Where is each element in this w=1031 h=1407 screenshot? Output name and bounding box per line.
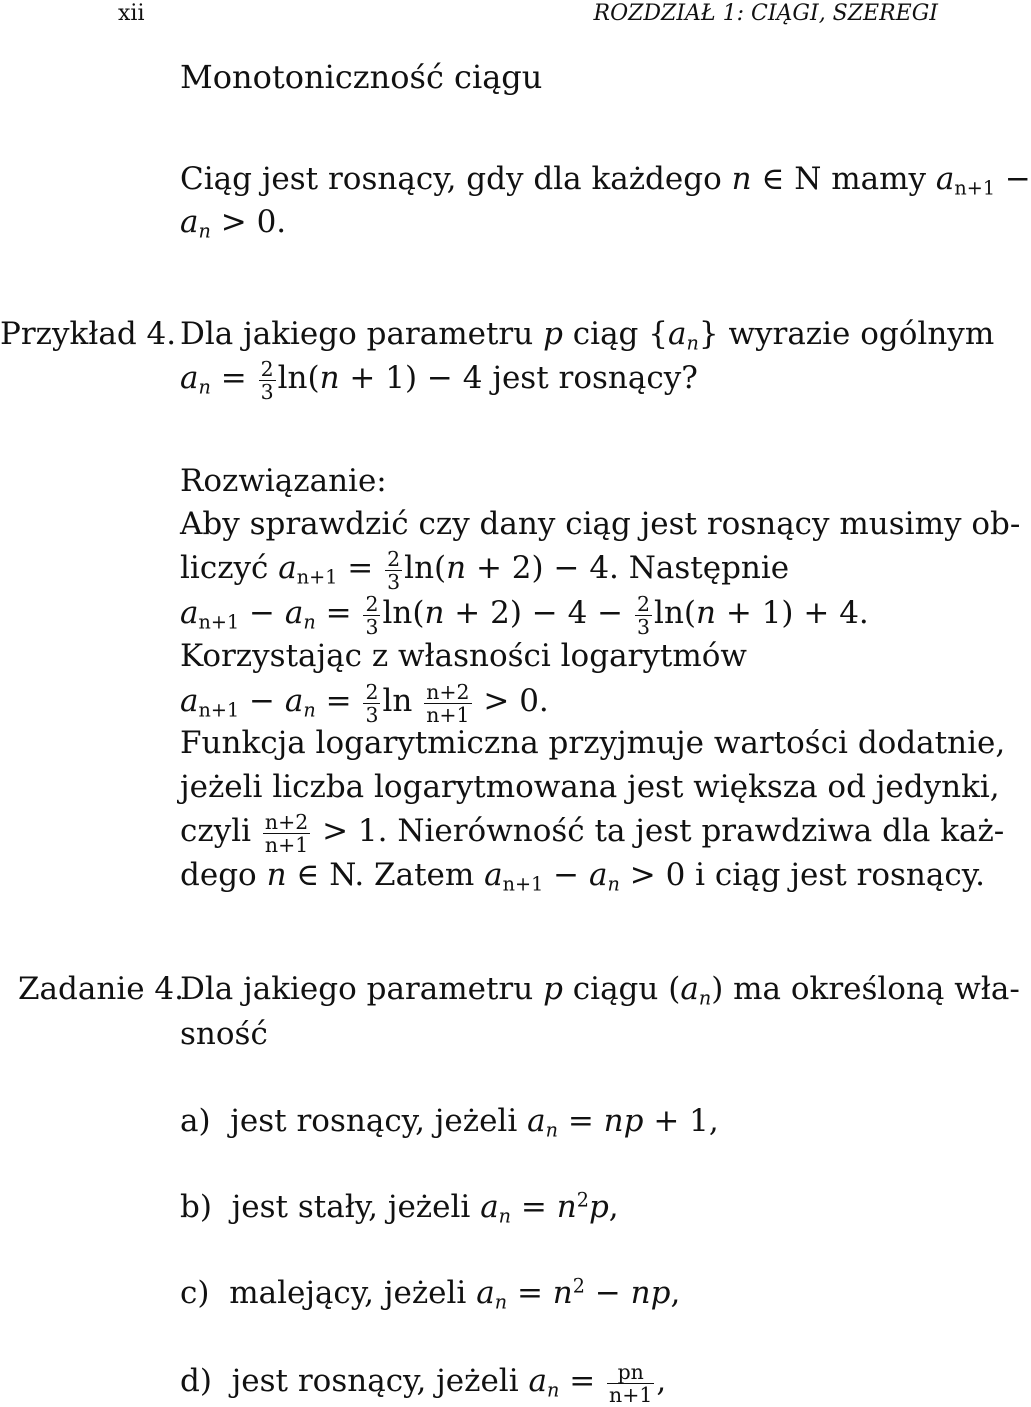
solution-line-4: Korzystając z własności logarytmów — [180, 638, 747, 674]
example-label: Przykład 4. — [0, 316, 177, 352]
solution-line-7: jeżeli liczba logarytmowana jest większa od jedynki, — [180, 769, 1000, 805]
task-label: Zadanie 4. — [18, 971, 185, 1007]
fraction-two-thirds: $\frac{2}{3}$ — [260, 356, 274, 405]
item-a: a) jest rosnący, jeżeli $a_n$ = np + 1, — [180, 1103, 719, 1142]
section-title: Monotoniczność ciągu — [180, 58, 543, 96]
solution-line-5: $a_{n+1} - a_n$ = $\frac{2}{3}$ ln $\frac{n+2}{n+1}$ > 0. — [180, 679, 549, 728]
item-d: d) jest rosnący, jeżeli $a_n$ = $\frac{pn}{n+1}$ , — [180, 1359, 667, 1407]
example-line-2: $a_n$ = $\frac{2}{3}$ ln(n + 1) − 4 jest rosnący? — [180, 356, 698, 405]
solution-line-1: Aby sprawdzić czy dany ciąg jest rosnący musimy ob- — [180, 506, 1021, 542]
solution-line-8: czyli $\frac{n+2}{n+1}$ > 1. Nierówność ta jest prawdziwa dla każ- — [180, 809, 1005, 858]
fraction-pn-over-n1: $\frac{pn}{n+1}$ — [609, 1359, 653, 1407]
definition-line-2: $a_n > 0$. — [180, 204, 287, 243]
solution-heading: Rozwiązanie: — [180, 463, 387, 499]
task-line-2: sność — [180, 1016, 268, 1052]
item-b: b) jest stały, jeżeli $a_n = n^2p$, — [180, 1188, 619, 1228]
solution-line-2: liczyć $a_{n+1}$ = $\frac{2}{3}$ ln(n + 2) − 4. Następnie — [180, 546, 790, 595]
task-line-1: Dla jakiego parametru p ciągu $(a_n)$ ma określoną wła- — [180, 971, 1020, 1010]
page-number: xii — [118, 1, 145, 26]
example-line-1: Dla jakiego parametru p ciąg $\{a_n\}$ wyrazie ogólnym — [180, 316, 995, 355]
solution-line-3: $a_{n+1} - a_n$ = $\frac{2}{3}$ ln(n + 2) − 4 − $\frac{2}{3}$ ln(n + 1) + 4. — [180, 591, 869, 640]
item-c: c) malejący, jeżeli $a_n = n^2$ − np, — [180, 1274, 681, 1314]
solution-line-6: Funkcja logarytmiczna przyjmuje wartości dodatnie, — [180, 725, 1006, 761]
chapter-title: ROZDZIAŁ 1: CIĄGI, SZEREGI — [593, 1, 938, 26]
fraction-n2-over-n1: $\frac{n+2}{n+1}$ — [426, 679, 470, 728]
solution-line-9: dego n ∈ N. Zatem $a_{n+1} - a_n > 0$ i ciąg jest rosnący. — [180, 857, 985, 896]
definition-line-1: Ciąg jest rosnący, gdy dla każdego n ∈ N mamy $a_{n+1}$ − — [180, 161, 1031, 200]
